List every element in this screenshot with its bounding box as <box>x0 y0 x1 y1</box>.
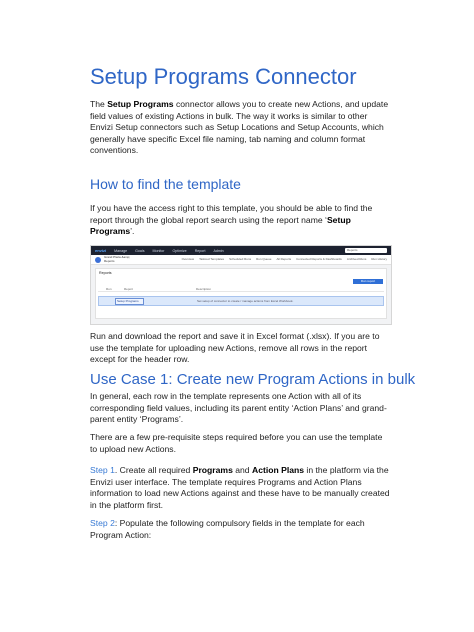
screenshot-tab: Scheduled Runs <box>229 257 252 261</box>
screenshot-nav-item: Manage <box>114 248 128 253</box>
step-1-text-mid: and <box>232 465 252 475</box>
screenshot-reports-panel <box>95 268 387 319</box>
find-template-paragraph <box>90 203 390 238</box>
download-paragraph: Run and download the report and save it in Excel format (.xlsx). If you are to use the template for uploading new Actions, remove all rows in the report except for the header row. <box>90 331 380 364</box>
screenshot-avatar-icon <box>95 257 101 263</box>
screenshot-nav-item: Monitor <box>152 248 165 253</box>
screenshot-tab: Run History <box>371 257 387 261</box>
section-heading-use-case-1: Use Case 1: Create new Program Actions in bulk <box>90 371 416 388</box>
screenshot-tabs <box>182 257 387 261</box>
screenshot-table-header <box>98 286 384 292</box>
screenshot-tab: All Reports <box>276 257 292 261</box>
section-heading-find-template: How to find the template <box>90 176 241 192</box>
screenshot-nav-item: Admin <box>213 248 224 253</box>
screenshot-nav-item: Goals <box>135 248 145 253</box>
intro-text-post: connector allows you to create new Actions, and update field values of existing Actions in bulk. The way it works is similar to other Envizi Setup connectors such as Setup Locations and Setup Accounts, which generally have specific Excel file naming, tab naming and column format conventions. <box>90 99 389 155</box>
screenshot-row-description: Set setup of connector to create / manage actions from Excel Workbook. <box>197 299 294 303</box>
step-2-text: : Populate the following compulsory fields in the template for each Program Action: <box>90 518 365 540</box>
find-text-pre: If you have the access right to this template, you should be able to find the report through the global report search using the report name ‘ <box>90 203 373 225</box>
screenshot-run-button: Run report <box>353 279 383 284</box>
step-1-label: Step 1 <box>90 465 115 475</box>
screenshot-nav-item: Report <box>194 248 206 253</box>
report-search-screenshot <box>90 245 392 325</box>
intro-bold-connector: Setup Programs <box>107 99 174 109</box>
screenshot-top-nav <box>91 246 391 255</box>
step-1-bold-action-plans: Action Plans <box>251 465 305 475</box>
step-1-bold-programs: Programs <box>192 465 233 475</box>
screenshot-col-description: Description <box>196 287 212 291</box>
screenshot-brand-logo: envizi <box>95 248 107 253</box>
screenshot-search-box: Reports <box>345 248 387 253</box>
screenshot-row-report-name: Setup Programs <box>115 298 144 305</box>
step-1-text-post: in the platform via the Envizi user interface. The template requires Programs and Action Plans information to load new Actions against and these have to be manually created in the platform first. <box>90 465 390 510</box>
screenshot-breadcrumb: Grand Plaza &amp; Reports <box>104 255 131 263</box>
intro-paragraph <box>90 99 390 157</box>
screenshot-nav-item: Optimize <box>172 248 187 253</box>
screenshot-table-row <box>98 296 384 306</box>
page-title: Setup Programs Connector <box>90 64 357 89</box>
screenshot-tab: Overview <box>181 257 195 261</box>
screenshot-tab: Connected Reports & Dashboards <box>296 257 342 261</box>
step-2-label: Step 2 <box>90 518 115 528</box>
screenshot-tab: Archived Runs <box>346 257 367 261</box>
screenshot-tab: Run Queue <box>256 257 272 261</box>
screenshot-panel-title: Reports <box>99 271 112 275</box>
use-case-paragraph-1: In general, each row in the template represents one Action with all of its corresponding field values, including its parent entity ‘Action Plans’ and grand-parent entity ‘Programs’. <box>90 391 387 424</box>
find-text-post: ’. <box>130 226 135 236</box>
find-bold-report-name: Setup Programs <box>90 214 351 236</box>
step-1-text-pre: . Create all required <box>114 465 193 475</box>
step-1-paragraph <box>90 465 390 511</box>
screenshot-subheader <box>91 255 391 265</box>
screenshot-col-run: Run <box>106 287 112 291</box>
intro-text-pre: The <box>90 99 108 109</box>
step-2-paragraph <box>90 518 390 541</box>
screenshot-tab: Tailored Templates <box>199 257 225 261</box>
use-case-paragraph-2: There are a few pre-requisite steps required before you can use the template to upload new Actions. <box>90 432 383 454</box>
screenshot-col-report: Report <box>124 287 134 291</box>
